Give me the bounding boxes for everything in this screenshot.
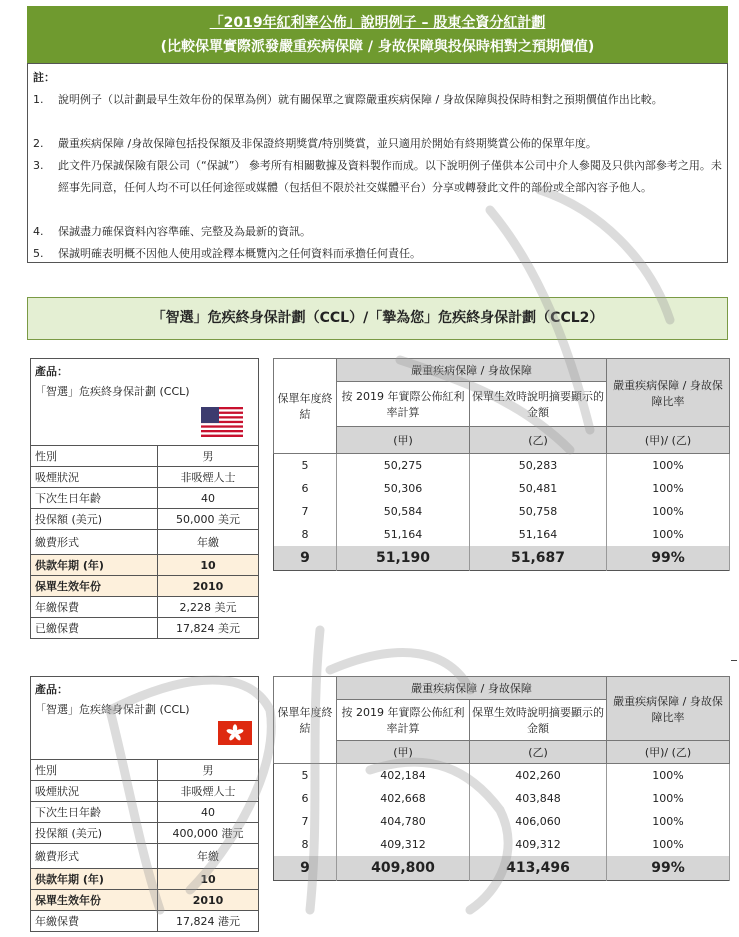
table-row: 5 402,184 402,260 100%	[274, 764, 730, 788]
benefit-group-header: 嚴重疾病保障 / 身故保障	[337, 359, 607, 382]
product-cell	[31, 359, 259, 446]
note-number: 1.	[33, 93, 44, 106]
illustrated-header: 保單生效時說明摘要顯示的金額	[470, 382, 607, 427]
detail-row-highlight: 供款年期 (年) 10	[31, 869, 259, 890]
note-number: 3.	[33, 159, 44, 172]
table-row: 7 50,584 50,758 100%	[274, 500, 730, 523]
product-label: 產品：	[35, 683, 68, 696]
table-row: 5 50,275 50,283 100%	[274, 454, 730, 478]
detail-row: 吸煙狀況 非吸煙人士	[31, 467, 259, 488]
note-text: 保誠盡力確保資料內容準確、完整及為最新的資訊。	[58, 225, 311, 238]
table-row-latest: 9 409,800 413,496 99%	[274, 856, 730, 881]
policy-details-table-usd	[30, 358, 259, 639]
benefit-table-hkd	[273, 676, 730, 881]
detail-row: 投保額 (美元) 50,000 美元	[31, 509, 259, 530]
table-row: 8 51,164 51,164 100%	[274, 523, 730, 546]
policy-year-header: 保單年度終結	[274, 359, 337, 454]
note-text: 嚴重疾病保障 /身故保障包括投保額及非保證終期獎賞/特別獎賞，並只適用於開始有終期獎賞公佈的保單年度。	[58, 137, 597, 150]
note-number: 5.	[33, 247, 44, 260]
table-row-latest: 9 51,190 51,687 99%	[274, 546, 730, 571]
notes-heading: 註：	[33, 71, 55, 84]
benefit-group-header: 嚴重疾病保障 / 身故保障	[337, 677, 607, 700]
notes-box	[27, 63, 728, 263]
detail-row: 繳費形式 年繳	[31, 530, 259, 555]
table-row: 7 404,780 406,060 100%	[274, 810, 730, 833]
detail-row: 下次生日年齡 40	[31, 802, 259, 823]
ratio-mark: (甲)/ (乙)	[607, 741, 730, 764]
note-text: 保誠明確表明概不因他人使用或詮釋本概覽內之任何資料而承擔任何責任。	[58, 247, 421, 260]
detail-row: 性別 男	[31, 446, 259, 467]
detail-row: 已繳保費 17,824 美元	[31, 618, 259, 639]
detail-row: 吸煙狀況 非吸煙人士	[31, 781, 259, 802]
detail-row: 下次生日年齡 40	[31, 488, 259, 509]
detail-row-highlight: 供款年期 (年) 10	[31, 555, 259, 576]
illustrated-mark: (乙)	[470, 741, 607, 764]
actual-mark: (甲)	[337, 741, 470, 764]
detail-row: 年繳保費 17,824 港元	[31, 911, 259, 932]
ratio-header: 嚴重疾病保障 / 身故保障比率	[607, 359, 730, 427]
detail-row: 性別 男	[31, 760, 259, 781]
product-label: 產品：	[35, 365, 68, 378]
policy-details-table-hkd	[30, 676, 259, 932]
ratio-header: 嚴重疾病保障 / 身故保障比率	[607, 677, 730, 741]
actual-header: 按 2019 年實際公佈紅利率計算	[337, 700, 470, 741]
table-row: 6 50,306 50,481 100%	[274, 477, 730, 500]
illustrated-header: 保單生效時說明摘要顯示的金額	[470, 700, 607, 741]
hk-flag-icon	[218, 721, 252, 745]
product-name: 「智選」危疾終身保計劃 (CCL)	[35, 385, 190, 398]
table-row: 6 402,668 403,848 100%	[274, 787, 730, 810]
policy-year-header: 保單年度終結	[274, 677, 337, 764]
banner-subtitle: (比較保單實際派發嚴重疾病保障 / 身故保障與投保時相對之預期價值)	[160, 39, 595, 55]
detail-row-highlight: 保單生效年份 2010	[31, 576, 259, 597]
illustrated-mark: (乙)	[470, 427, 607, 454]
detail-row-highlight: 保單生效年份 2010	[31, 890, 259, 911]
product-name: 「智選」危疾終身保計劃 (CCL)	[35, 703, 190, 716]
header-banner	[27, 6, 728, 63]
actual-header: 按 2019 年實際公佈紅利率計算	[337, 382, 470, 427]
detail-row: 投保額 (美元) 400,000 港元	[31, 823, 259, 844]
note-text: 此文件乃保誠保險有限公司（“保誠”） 參考所有相關數據及資料製作而成。以下說明例子僅供本公司中介人參閱及只供內部參考之用。未經事先同意，任何人均不可以任何途徑或媒體（包括但不限於社交媒體平台）分享或轉發此文件的部份或全部內容予他人。	[58, 159, 722, 194]
detail-row: 年繳保費 2,228 美元	[31, 597, 259, 618]
section-title: 「智選」危疾終身保計劃（CCL）/「摯為您」危疾終身保計劃（CCL2）	[27, 297, 728, 340]
us-flag-icon	[201, 407, 243, 437]
note-text: 說明例子（以計劃最早生效年份的保單為例）就有關保單之實際嚴重疾病保障 / 身故保障與投保時相對之預期價值作出比較。	[58, 93, 663, 106]
ratio-mark: (甲)/ (乙)	[607, 427, 730, 454]
banner-title: 「2019年紅利率公佈」說明例子 – 股東全資分紅計劃	[209, 15, 546, 31]
benefit-table-usd	[273, 358, 730, 571]
actual-mark: (甲)	[337, 427, 470, 454]
product-cell	[31, 677, 259, 760]
note-number: 2.	[33, 137, 44, 150]
divider-mark	[731, 660, 737, 661]
detail-row: 繳費形式 年繳	[31, 844, 259, 869]
table-row: 8 409,312 409,312 100%	[274, 833, 730, 856]
note-number: 4.	[33, 225, 44, 238]
